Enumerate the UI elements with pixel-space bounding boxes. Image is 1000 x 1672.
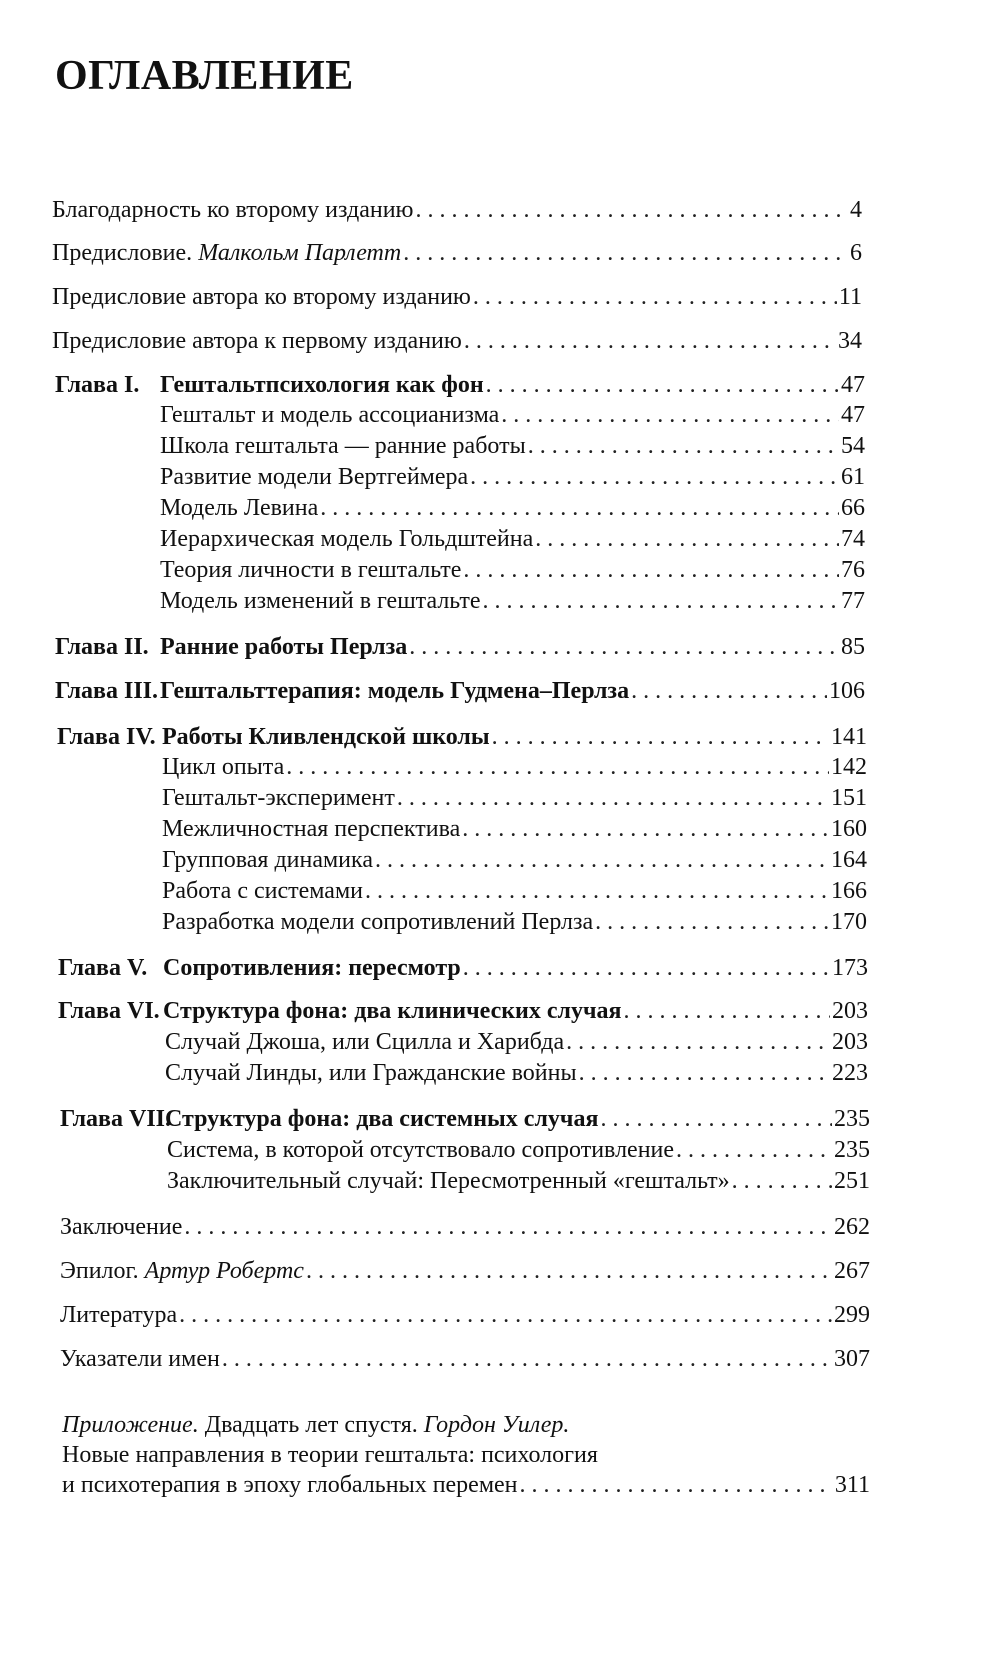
toc-entry[interactable] xyxy=(52,326,862,356)
toc-entry[interactable] xyxy=(162,752,867,782)
toc-entry[interactable] xyxy=(52,195,862,225)
toc-leader-dots xyxy=(486,370,839,400)
toc-entry[interactable] xyxy=(55,370,865,400)
page-number: 251 xyxy=(834,1168,870,1194)
entry-title: Случай Джоша, или Сцилла и Харибда xyxy=(165,1029,565,1055)
page-number: 76 xyxy=(841,557,865,583)
toc-entry[interactable] xyxy=(162,845,867,875)
toc-leader-dots xyxy=(409,632,839,662)
toc-entry[interactable] xyxy=(162,783,867,813)
toc-entry[interactable] xyxy=(167,1166,870,1196)
appendix-line-2: Новые направления в теории гештальта: психология xyxy=(62,1442,598,1468)
entry-author: Артур Робертс xyxy=(144,1258,304,1284)
toc-entry[interactable] xyxy=(162,876,867,906)
toc-leader-dots xyxy=(535,524,839,554)
page-number: 235 xyxy=(834,1137,870,1163)
chapter-number: Глава I. xyxy=(55,372,140,398)
toc-leader-dots xyxy=(631,676,827,706)
toc-leader-dots xyxy=(306,1256,832,1286)
toc-leader-dots xyxy=(403,238,848,268)
toc-entry[interactable] xyxy=(55,676,865,706)
entry-title: Предисловие автора ко второму изданию xyxy=(52,284,471,310)
page-number: 203 xyxy=(832,998,868,1024)
entry-title: Гештальт и модель ассоцианизма xyxy=(160,402,500,428)
toc-entry[interactable] xyxy=(52,282,862,312)
toc-leader-dots xyxy=(470,462,839,492)
toc-leader-dots xyxy=(520,1470,833,1500)
page-number: 47 xyxy=(841,372,865,398)
toc-entry[interactable] xyxy=(52,238,862,268)
chapter-number: Глава III. xyxy=(55,678,159,704)
page-number: 77 xyxy=(841,588,865,614)
toc-leader-dots xyxy=(184,1212,832,1242)
toc-leader-dots xyxy=(732,1166,832,1196)
appendix-line-1 xyxy=(62,1410,569,1440)
page-number: 141 xyxy=(831,724,867,750)
toc-entry[interactable] xyxy=(60,1300,870,1330)
chapter-title: Структура фона: два клинических случая xyxy=(163,998,622,1024)
page-number: 4 xyxy=(850,197,862,223)
toc-entry[interactable] xyxy=(60,1104,870,1134)
page-number: 11 xyxy=(838,284,862,310)
toc-leader-dots xyxy=(482,586,839,616)
toc-leader-dots xyxy=(579,1058,830,1088)
entry-title: Система, в которой отсутствовало сопротивление xyxy=(167,1137,675,1163)
entry-title: Развитие модели Вертгеймера xyxy=(160,464,469,490)
page-number: 34 xyxy=(838,328,862,354)
entry-title: Благодарность ко второму изданию xyxy=(52,197,414,223)
page-number: 164 xyxy=(831,847,867,873)
entry-title: Теория личности в гештальте xyxy=(160,557,462,583)
toc-leader-dots xyxy=(624,996,830,1026)
toc-leader-dots xyxy=(595,907,829,937)
entry-title: Работа с системами xyxy=(162,878,363,904)
entry-title: Случай Линды, или Гражданские войны xyxy=(165,1060,577,1086)
toc-entry[interactable] xyxy=(165,1058,868,1088)
entry-title: Модель Левина xyxy=(160,495,319,521)
toc-entry[interactable] xyxy=(58,953,868,983)
toc-leader-dots xyxy=(473,282,837,312)
chapter-title: Сопротивления: пересмотр xyxy=(163,955,461,981)
page-number: 6 xyxy=(850,240,862,266)
entry-title: Указатели имен xyxy=(60,1346,220,1372)
entry-title: Иерархическая модель Гольдштейна xyxy=(160,526,534,552)
entry-title: Цикл опыта xyxy=(162,754,285,780)
page-number: 235 xyxy=(834,1106,870,1132)
chapter-number: Глава II. xyxy=(55,634,149,660)
toc-leader-dots xyxy=(320,493,839,523)
page-number: 151 xyxy=(831,785,867,811)
page-number: 307 xyxy=(834,1346,870,1372)
page-number: 106 xyxy=(829,678,865,704)
toc-entry[interactable] xyxy=(160,555,865,585)
toc-leader-dots xyxy=(375,845,829,875)
toc-leader-dots xyxy=(464,326,836,356)
toc-entry[interactable] xyxy=(165,1027,868,1057)
appendix-label: Приложение. xyxy=(62,1412,199,1438)
toc-leader-dots xyxy=(462,814,829,844)
toc-entry[interactable] xyxy=(160,493,865,523)
page-number: 47 xyxy=(841,402,865,428)
chapter-title: Работы Кливлендской школы xyxy=(162,724,490,750)
toc-entry[interactable] xyxy=(60,1256,870,1286)
entry-title: Школа гештальта — ранние работы xyxy=(160,433,526,459)
toc-entry[interactable] xyxy=(160,524,865,554)
page-number: 173 xyxy=(832,955,868,981)
toc-entry[interactable] xyxy=(60,1212,870,1242)
chapter-number: Глава IV. xyxy=(57,724,156,750)
entry-title: Эпилог. Артур Робертс xyxy=(60,1258,304,1284)
toc-leader-dots xyxy=(416,195,849,225)
entry-title: Гештальт-эксперимент xyxy=(162,785,395,811)
page-number: 54 xyxy=(841,433,865,459)
toc-leader-dots xyxy=(566,1027,830,1057)
appendix-line-3[interactable] xyxy=(62,1470,870,1500)
chapter-number: Глава VI. xyxy=(58,998,160,1024)
toc-entry[interactable] xyxy=(60,1344,870,1374)
page-number: 142 xyxy=(831,754,867,780)
chapter-title: Гештальттерапия: модель Гудмена–Перлза xyxy=(160,678,630,704)
toc-leader-dots xyxy=(528,431,839,461)
entry-title: Разработка модели сопротивлений Перлза xyxy=(162,909,594,935)
toc-entry[interactable] xyxy=(167,1135,870,1165)
chapter-title: Гештальтпсихология как фон xyxy=(160,372,484,398)
toc-entry[interactable] xyxy=(160,586,865,616)
page-number: 85 xyxy=(841,634,865,660)
page-number: 166 xyxy=(831,878,867,904)
toc-leader-dots xyxy=(600,1104,832,1134)
toc-entry[interactable] xyxy=(57,722,867,752)
page-number: 170 xyxy=(831,909,867,935)
toc-leader-dots xyxy=(222,1344,832,1374)
entry-title: Литература xyxy=(60,1302,178,1328)
toc-entry[interactable] xyxy=(160,462,865,492)
page-number: 66 xyxy=(841,495,865,521)
page-number: 74 xyxy=(841,526,865,552)
appendix-line-3-text: и психотерапия в эпоху глобальных перемен xyxy=(62,1472,518,1498)
toc-entry[interactable] xyxy=(160,400,865,430)
appendix-page-number: 311 xyxy=(834,1472,870,1498)
appendix-author: Гордон Уилер. xyxy=(423,1412,570,1438)
toc-leader-dots xyxy=(676,1135,832,1165)
toc-entry[interactable] xyxy=(162,907,867,937)
toc-leader-dots xyxy=(365,876,829,906)
chapter-title: Структура фона: два системных случая xyxy=(165,1106,599,1132)
page-number: 61 xyxy=(841,464,865,490)
toc-leader-dots xyxy=(397,783,829,813)
chapter-number: Глава V. xyxy=(58,955,148,981)
entry-title: Модель изменений в гештальте xyxy=(160,588,481,614)
entry-title: Групповая динамика xyxy=(162,847,373,873)
entry-title: Межличностная перспектива xyxy=(162,816,461,842)
page-number: 160 xyxy=(831,816,867,842)
toc-entry[interactable] xyxy=(58,996,868,1026)
toc-leader-dots xyxy=(179,1300,832,1330)
appendix-subtitle: Двадцать лет спустя. xyxy=(204,1412,418,1438)
chapter-title: Ранние работы Перлза xyxy=(160,634,408,660)
page-number: 299 xyxy=(834,1302,870,1328)
page-title: ОГЛАВЛЕНИЕ xyxy=(55,53,354,99)
chapter-number: Глава VII. xyxy=(60,1106,171,1132)
toc-leader-dots xyxy=(463,555,839,585)
page-number: 262 xyxy=(834,1214,870,1240)
entry-title: Предисловие автора к первому изданию xyxy=(52,328,462,354)
toc-leader-dots xyxy=(286,752,829,782)
entry-author: Малкольм Парлетт xyxy=(198,240,402,266)
entry-title: Предисловие. Малкольм Парлетт xyxy=(52,240,402,266)
toc-leader-dots xyxy=(501,400,839,430)
page-number: 223 xyxy=(832,1060,868,1086)
page-number: 267 xyxy=(834,1258,870,1284)
toc-leader-dots xyxy=(492,722,829,752)
page-number: 203 xyxy=(832,1029,868,1055)
toc-entry[interactable] xyxy=(162,814,867,844)
entry-title: Заключительный случай: Пересмотренный «гештальт» xyxy=(167,1168,730,1194)
toc-entry[interactable] xyxy=(160,431,865,461)
entry-title: Заключение xyxy=(60,1214,183,1240)
toc-entry[interactable] xyxy=(55,632,865,662)
toc-leader-dots xyxy=(463,953,830,983)
